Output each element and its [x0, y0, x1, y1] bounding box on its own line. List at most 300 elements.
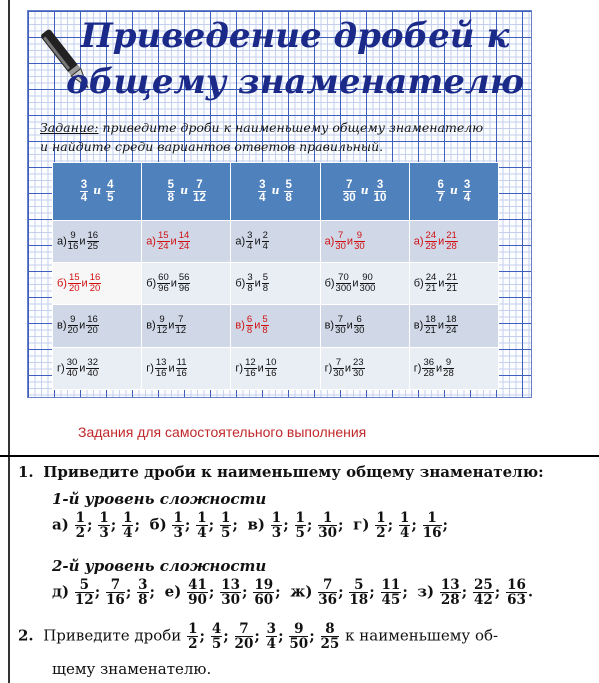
fraction-numerator: 7: [175, 315, 186, 326]
punctuation: .: [527, 582, 534, 601]
fraction-numerator: 7: [235, 622, 254, 637]
fraction-numerator: 9: [157, 315, 168, 326]
punctuation: ;: [309, 626, 315, 645]
conjunction: и: [254, 319, 261, 332]
fraction-denominator: 2: [75, 525, 86, 542]
punctuation: ;: [402, 582, 408, 601]
option-letter: г): [146, 362, 154, 375]
fraction: [445, 273, 458, 294]
fraction: [86, 358, 99, 379]
exercise-1-number: 1.: [18, 463, 34, 481]
fraction: [246, 273, 253, 294]
punctuation: ;: [338, 515, 344, 534]
fraction-denominator: 16: [155, 367, 167, 379]
page-left-border: [8, 0, 10, 683]
fraction: [86, 315, 99, 336]
fraction: [343, 179, 356, 204]
fraction: [262, 231, 269, 252]
fraction: [440, 578, 461, 607]
fraction-numerator: 16: [87, 229, 99, 241]
fraction: [122, 511, 133, 540]
fraction-denominator: 28: [423, 367, 435, 379]
answer-option: [409, 220, 498, 262]
fraction-denominator: 20: [87, 325, 98, 337]
fraction-denominator: 12: [156, 325, 168, 337]
punctuation: ;: [411, 515, 417, 534]
fraction-denominator: 16: [245, 367, 256, 379]
fraction-numerator: 41: [188, 577, 207, 593]
exercise-2: [18, 622, 498, 651]
punctuation: ;: [338, 582, 344, 601]
fraction-numerator: 18: [425, 314, 436, 326]
exercise-1-line-2: [52, 578, 543, 607]
fraction: [354, 231, 365, 252]
fraction-numerator: 7: [106, 578, 125, 593]
table-row: [53, 262, 499, 304]
fraction-numerator: 1: [197, 510, 207, 526]
fraction-numerator: 70: [336, 273, 352, 284]
answer-option: [320, 262, 409, 304]
fraction-numerator: 18: [446, 314, 457, 326]
fraction-numerator: 60: [158, 272, 169, 284]
punctuation: ;: [275, 582, 281, 601]
fraction-denominator: 4: [399, 525, 410, 542]
fraction-denominator: 90: [188, 592, 207, 609]
punctuation: ;: [442, 515, 449, 534]
fraction: [68, 273, 81, 294]
fraction-denominator: 16: [106, 592, 125, 609]
fraction-numerator: 7: [343, 179, 356, 192]
punctuation: ;: [149, 582, 156, 601]
answer-option: [142, 262, 231, 304]
fraction-denominator: 16: [176, 367, 187, 379]
punctuation: ;: [208, 515, 215, 534]
punctuation: ;: [87, 515, 93, 534]
header-cell: [320, 163, 409, 221]
fraction: [167, 179, 175, 204]
fraction-numerator: 1: [75, 510, 86, 526]
fraction-denominator: 50: [289, 636, 309, 653]
answer-option: [231, 347, 320, 389]
fraction-numerator: 1: [173, 510, 183, 526]
fraction-numerator: 12: [245, 356, 256, 368]
exercise-2-number: 2.: [18, 626, 34, 645]
fraction: [246, 231, 253, 252]
fraction-denominator: 40: [87, 367, 98, 379]
answer-option: [53, 305, 142, 347]
fraction: [89, 273, 102, 294]
fraction-numerator: 6: [437, 178, 444, 191]
conjunction: и: [438, 277, 445, 290]
fraction-denominator: 45: [381, 592, 401, 609]
fraction: [349, 578, 368, 607]
fraction: [80, 179, 88, 204]
fraction: [352, 358, 365, 379]
fraction-denominator: 25: [320, 636, 340, 653]
fraction-denominator: 5: [220, 525, 231, 542]
fraction-numerator: 56: [178, 272, 190, 284]
conjunction: и: [168, 319, 175, 332]
fraction-denominator: 16: [67, 240, 79, 252]
exercise-1-line-1: [52, 511, 458, 540]
conjunction: и: [254, 277, 261, 290]
fraction-denominator: 60: [254, 592, 274, 609]
fraction: [155, 358, 168, 379]
header-cell: [409, 163, 498, 221]
task-text-1: приведите дроби к наименьшему общему знаменателю: [98, 120, 484, 135]
fraction-denominator: 8: [262, 283, 269, 295]
task-instruction: [40, 118, 530, 156]
option-letter: в): [413, 319, 424, 332]
fraction: [375, 511, 386, 540]
fraction-numerator: 5: [262, 314, 268, 326]
fraction-numerator: 32: [87, 356, 98, 368]
exercise-1-heading: [18, 463, 544, 481]
item-letter: а): [52, 515, 69, 534]
punctuation: ;: [223, 626, 229, 645]
level-1-label: 1-й уровень сложности: [52, 490, 267, 508]
fraction-numerator: 3: [266, 621, 277, 637]
fraction-numerator: 13: [155, 356, 167, 368]
conjunction: и: [352, 277, 359, 290]
task-text-2: и найдите среди вариантов ответов правильный.: [40, 139, 384, 154]
fraction-numerator: 1: [188, 621, 198, 637]
fraction-denominator: 24: [178, 240, 190, 252]
fraction-numerator: 9: [68, 315, 79, 326]
fraction-denominator: 7: [437, 191, 444, 204]
fraction: [333, 358, 344, 379]
fraction-numerator: 9: [443, 358, 454, 369]
fraction-denominator: 10: [373, 191, 387, 204]
option-letter: г): [235, 362, 244, 375]
answer-option: [409, 305, 498, 347]
conjunction: и: [346, 235, 354, 248]
option-letter: в): [235, 319, 245, 332]
page-title-line2: общему знаменателю: [66, 62, 524, 102]
fraction: [423, 511, 442, 540]
conjunction: и: [271, 184, 280, 198]
fraction-numerator: 14: [178, 229, 190, 241]
fraction-numerator: 25: [474, 577, 493, 593]
fraction-numerator: 3: [374, 179, 387, 192]
fraction: [360, 273, 376, 294]
fraction-denominator: 8: [285, 191, 292, 204]
fraction: [176, 358, 188, 379]
fraction: [193, 179, 206, 204]
punctuation: ;: [306, 515, 313, 534]
conjunction: и: [360, 184, 369, 198]
fraction-denominator: 300: [335, 283, 352, 295]
fraction: [211, 622, 222, 651]
option-letter: г): [324, 362, 333, 375]
fraction: [321, 622, 340, 651]
fraction-denominator: 4: [123, 525, 133, 542]
fraction-numerator: 9: [289, 622, 308, 637]
fraction-denominator: 20: [89, 283, 101, 295]
answer-option: [142, 305, 231, 347]
fraction: [98, 511, 109, 540]
fraction: [87, 231, 100, 252]
fraction: [335, 315, 346, 336]
fraction: [187, 622, 198, 651]
fraction: [157, 231, 170, 252]
fraction-numerator: 15: [68, 272, 80, 284]
exercise-1-text: Приведите дроби к наименьшему общему знаменателю:: [43, 463, 544, 481]
fraction: [445, 315, 458, 336]
fraction-numerator: 3: [463, 178, 471, 191]
fraction-numerator: 1: [423, 511, 442, 526]
fraction-numerator: 1: [123, 510, 133, 526]
header-cell: [53, 163, 142, 221]
item-letter: е): [164, 582, 182, 601]
fraction-numerator: 5: [262, 272, 269, 284]
conjunction: и: [79, 235, 86, 248]
punctuation: ;: [283, 515, 289, 534]
option-letter: б): [235, 277, 246, 290]
table-row: [53, 347, 499, 389]
fraction: [381, 578, 402, 607]
conjunction: и: [170, 235, 177, 248]
fraction: [374, 179, 387, 204]
fraction: [253, 578, 274, 607]
fraction-numerator: 21: [446, 229, 457, 241]
item-letter: б): [149, 515, 167, 534]
fraction-numerator: 6: [354, 315, 365, 326]
item-letter: з): [417, 582, 435, 601]
answer-option: [409, 262, 498, 304]
fraction-denominator: 3: [173, 525, 183, 542]
option-letter: б): [413, 277, 424, 290]
punctuation: ;: [184, 515, 191, 534]
fraction: [261, 315, 268, 336]
fraction-denominator: 12: [193, 191, 206, 204]
punctuation: ;: [278, 626, 284, 645]
fraction: [443, 358, 454, 379]
answer-option: [231, 220, 320, 262]
fraction-numerator: 24: [425, 272, 437, 284]
fraction-numerator: 21: [446, 272, 458, 284]
answer-option: [320, 220, 409, 262]
fraction-numerator: 10: [265, 356, 277, 368]
fraction: [235, 622, 254, 651]
fraction: [196, 511, 207, 540]
fraction-numerator: 1: [318, 511, 337, 526]
fraction-numerator: 1: [295, 510, 305, 526]
item-letter: в): [247, 515, 265, 534]
fraction-denominator: 42: [474, 592, 493, 609]
fraction: [75, 578, 94, 607]
option-letter: г): [57, 362, 65, 375]
fraction: [258, 179, 266, 204]
fraction-denominator: 2: [376, 525, 386, 542]
fraction-denominator: 24: [446, 325, 457, 337]
fraction-denominator: 30: [333, 367, 344, 379]
fraction-numerator: 5: [75, 578, 94, 593]
punctuation: ;: [387, 515, 394, 534]
answer-option: [409, 347, 498, 389]
fraction-denominator: 16: [265, 367, 277, 379]
fraction: [422, 358, 435, 379]
conjunction: и: [93, 184, 102, 198]
fraction: [220, 578, 241, 607]
fraction-denominator: 20: [67, 325, 79, 337]
fraction: [335, 231, 346, 252]
fraction-denominator: 5: [211, 636, 222, 653]
option-letter: в): [57, 319, 67, 332]
answer-table: [52, 162, 499, 390]
fraction-denominator: 30: [342, 191, 356, 204]
punctuation: ;: [461, 582, 468, 601]
fraction: [436, 179, 444, 204]
fraction: [354, 315, 365, 336]
fraction: [425, 273, 438, 294]
fraction-numerator: 1: [220, 510, 231, 526]
fraction: [425, 231, 438, 252]
fraction: [68, 315, 79, 336]
fraction-numerator: 5: [167, 178, 175, 191]
fraction: [473, 578, 494, 607]
fraction-numerator: 11: [176, 356, 187, 368]
punctuation: ;: [199, 626, 206, 645]
fraction-denominator: 8: [262, 325, 268, 337]
conjunction: и: [79, 362, 86, 375]
fraction-numerator: 16: [87, 314, 98, 326]
fraction-numerator: 3: [247, 272, 253, 284]
fraction-denominator: 40: [66, 367, 78, 379]
fraction-denominator: 18: [349, 592, 369, 609]
fraction-numerator: 7: [335, 315, 346, 326]
fraction-numerator: 16: [89, 272, 101, 284]
fraction: [289, 622, 308, 651]
answer-option: [53, 220, 142, 262]
header-cell: [142, 163, 231, 221]
fraction: [157, 315, 168, 336]
fraction: [220, 511, 231, 540]
fraction-numerator: 1: [376, 510, 386, 526]
option-letter: а): [146, 235, 156, 248]
fraction-denominator: 30: [221, 592, 240, 609]
answer-option: [142, 347, 231, 389]
option-letter: б): [57, 277, 67, 290]
fraction-numerator: 15: [157, 229, 169, 241]
fraction-denominator: 3: [99, 525, 109, 542]
conjunction: и: [254, 235, 261, 248]
fraction-numerator: 7: [318, 578, 337, 593]
fraction-numerator: 13: [221, 577, 240, 593]
fraction-denominator: 8: [138, 592, 148, 609]
fraction-numerator: 5: [349, 578, 368, 593]
fraction: [318, 511, 337, 540]
fraction-denominator: 28: [425, 240, 437, 252]
conjunction: и: [170, 277, 177, 290]
option-letter: в): [146, 319, 156, 332]
table-header-row: [53, 163, 499, 221]
answer-option: [231, 262, 320, 304]
answer-option: [53, 262, 142, 304]
punctuation: ;: [494, 582, 501, 601]
fraction-numerator: 13: [440, 577, 460, 593]
punctuation: ;: [369, 582, 375, 601]
fraction-denominator: 96: [158, 283, 169, 295]
fraction-numerator: 24: [425, 229, 437, 241]
punctuation: ;: [125, 582, 132, 601]
fraction-denominator: 4: [80, 191, 88, 204]
fraction-numerator: 9: [68, 231, 79, 242]
fraction-denominator: 4: [463, 191, 471, 204]
fraction-denominator: 25: [87, 240, 99, 252]
fraction: [246, 315, 253, 336]
fraction-numerator: 36: [423, 356, 435, 368]
fraction: [172, 511, 183, 540]
fraction-numerator: 9: [354, 231, 365, 242]
table-row: [53, 305, 499, 347]
punctuation: ;: [232, 515, 238, 534]
fraction-numerator: 1: [99, 510, 109, 526]
punctuation: ;: [208, 582, 215, 601]
conjunction: и: [449, 184, 458, 198]
fraction-denominator: 20: [68, 283, 80, 295]
conjunction: и: [436, 362, 443, 375]
fraction-numerator: 3: [259, 178, 266, 191]
divider: [0, 455, 599, 457]
fraction-denominator: 4: [197, 525, 207, 542]
fraction: [266, 622, 277, 651]
conjunction: и: [180, 184, 189, 198]
fraction-denominator: 28: [443, 367, 454, 379]
fraction: [187, 578, 208, 607]
answer-option: [231, 305, 320, 347]
fraction: [271, 511, 282, 540]
fraction-denominator: 30: [353, 325, 365, 337]
fraction-numerator: 1: [399, 510, 410, 526]
conjunction: и: [344, 362, 351, 375]
fraction-denominator: 12: [175, 325, 187, 337]
punctuation: ;: [254, 626, 260, 645]
fraction: [318, 578, 337, 607]
page-title-line1: Приведение дробей к: [80, 16, 510, 56]
fraction-numerator: 23: [352, 356, 364, 368]
fraction: [506, 578, 527, 607]
fraction: [463, 179, 471, 204]
fraction-denominator: 4: [262, 240, 268, 252]
fraction: [262, 273, 269, 294]
fraction: [336, 273, 352, 294]
fraction-denominator: 5: [295, 525, 305, 542]
item-letter: г): [353, 515, 370, 534]
punctuation: ;: [242, 582, 248, 601]
fraction-denominator: 21: [425, 283, 437, 295]
conjunction: и: [346, 319, 353, 332]
fraction-denominator: 2: [188, 636, 198, 653]
conjunction: и: [168, 362, 175, 375]
fraction-numerator: 11: [381, 577, 401, 593]
fraction-denominator: 16: [422, 525, 442, 542]
fraction: [137, 578, 148, 607]
fraction: [399, 511, 410, 540]
fraction-numerator: 8: [321, 622, 340, 637]
fraction: [244, 358, 257, 379]
conjunction: и: [438, 235, 445, 248]
exercise-2-text-3: щему знаменателю.: [52, 660, 212, 678]
conjunction: и: [79, 319, 86, 332]
fraction-denominator: 8: [246, 325, 253, 337]
fraction-denominator: 8: [167, 191, 175, 204]
fraction-numerator: 16: [507, 577, 526, 593]
fraction-denominator: 24: [157, 240, 169, 252]
fraction-denominator: 12: [74, 592, 94, 609]
level-2-label: 2-й уровень сложности: [52, 557, 267, 575]
fraction-denominator: 63: [507, 592, 526, 609]
